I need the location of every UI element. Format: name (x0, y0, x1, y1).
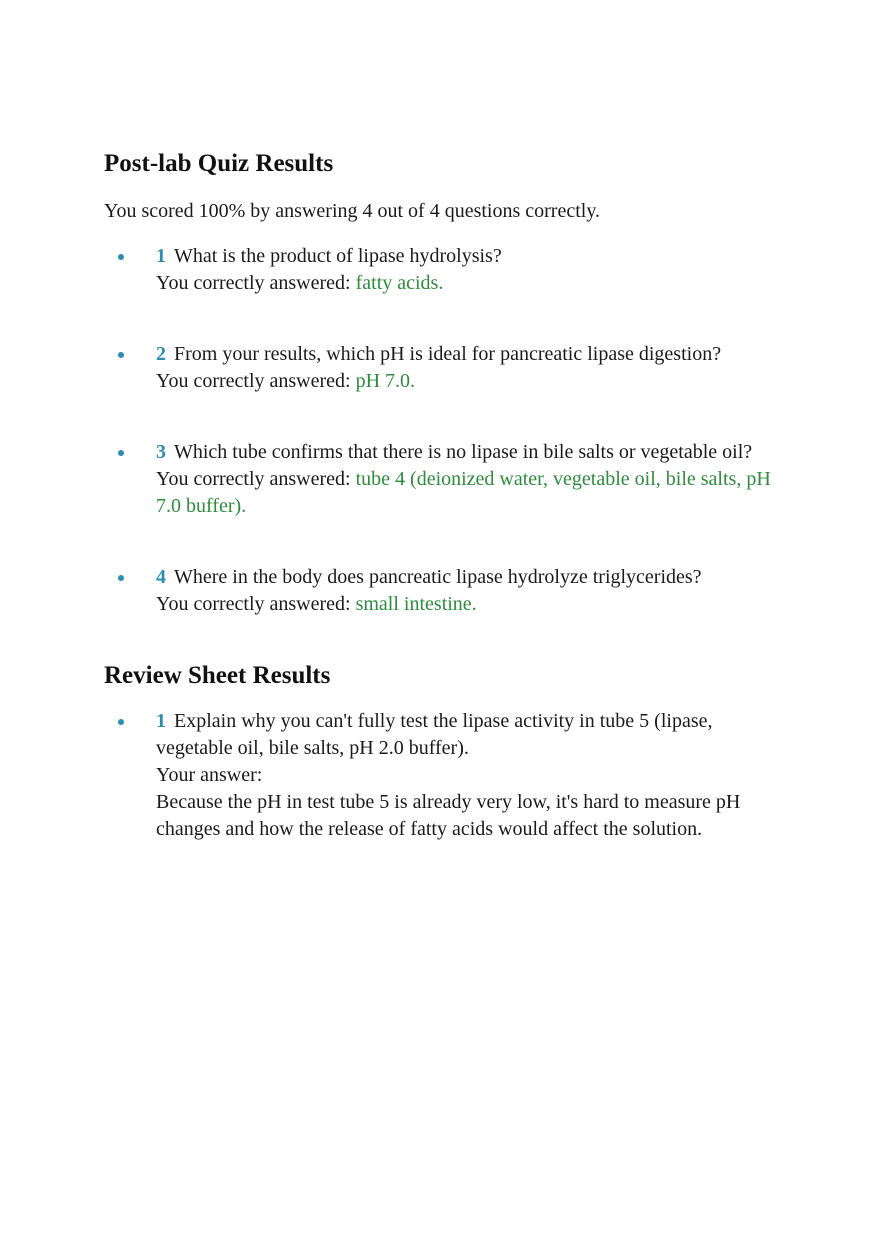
results-page (104, 148, 794, 843)
question-number: 1 (156, 710, 166, 732)
question-number: 3 (156, 441, 166, 463)
question-text: Where in the body does pancreatic lipase hydrolyze triglycerides? (174, 566, 702, 588)
review-title: Review Sheet Results (104, 662, 331, 689)
bullet-icon (118, 254, 124, 260)
question-text: Which tube confirms that there is no lipase in bile salts or vegetable oil? (174, 441, 753, 463)
bullet-icon (118, 352, 124, 358)
quiz-score-summary: You scored 100% by answering 4 out of 4 questions correctly. (104, 200, 601, 222)
quiz-question-item (104, 341, 794, 395)
answer-label: Your answer: (156, 764, 263, 786)
answer-prefix: You correctly answered: (156, 468, 351, 490)
question-number: 2 (156, 343, 166, 365)
quiz-title: Post-lab Quiz Results (104, 150, 334, 177)
correct-answer: small intestine. (355, 593, 477, 615)
review-question-item (104, 708, 794, 843)
answer-prefix: You correctly answered: (156, 370, 351, 392)
question-number: 1 (156, 245, 166, 267)
bullet-icon (118, 575, 124, 581)
question-number: 4 (156, 566, 166, 588)
question-text: From your results, which pH is ideal for pancreatic lipase digestion? (174, 343, 722, 365)
quiz-question-list (104, 243, 794, 618)
bullet-icon (118, 450, 124, 456)
answer-prefix: You correctly answered: (156, 272, 351, 294)
correct-answer: tube 4 (deionized water, vegetable oil, bile salts, pH 7.0 buffer). (156, 468, 771, 517)
question-text: What is the product of lipase hydrolysis? (174, 245, 502, 267)
correct-answer: pH 7.0. (355, 370, 416, 392)
correct-answer: fatty acids. (355, 272, 444, 294)
answer-prefix: You correctly answered: (156, 593, 351, 615)
review-question-list (104, 708, 794, 843)
student-answer: Because the pH in test tube 5 is already very low, it's hard to measure pH changes and how the release of fatty acids would affect the solution. (156, 791, 741, 840)
quiz-question-item (104, 439, 794, 520)
quiz-question-item (104, 564, 794, 618)
bullet-icon (118, 719, 124, 725)
question-text: Explain why you can't fully test the lipase activity in tube 5 (lipase, vegetable oil, bile salts, pH 2.0 buffer). (156, 710, 713, 759)
quiz-question-item (104, 243, 794, 297)
